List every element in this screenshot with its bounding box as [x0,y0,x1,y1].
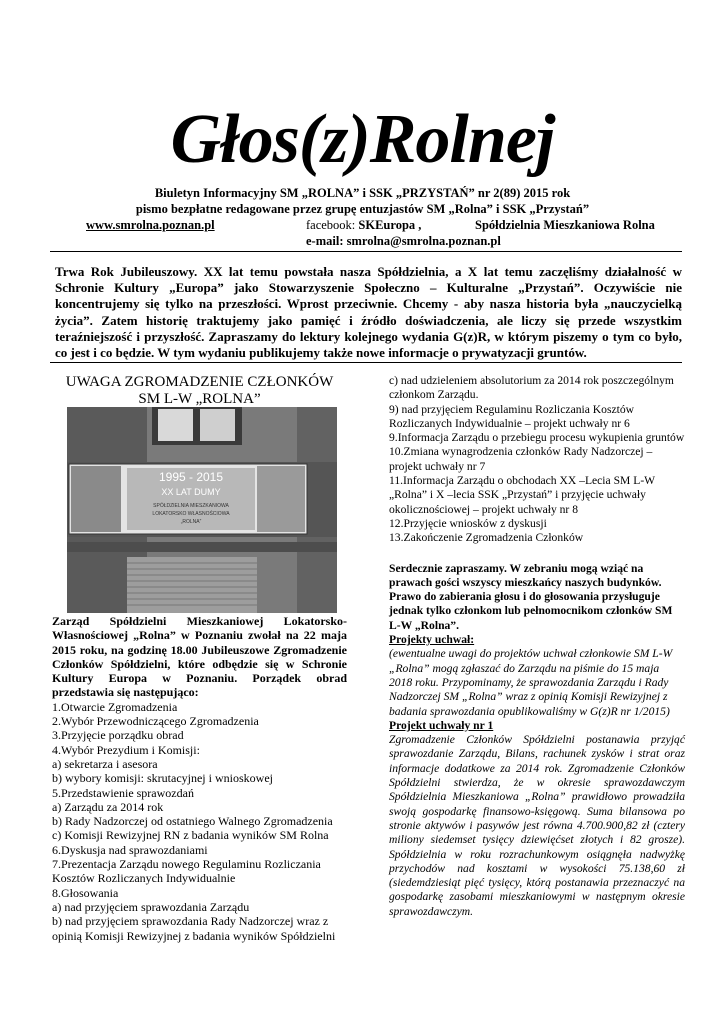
agenda-continued [389,374,685,546]
bulletin-info: Biuletyn Informacyjny SM „ROLNA” i SSK „PRZYSTAŃ” nr 2(89) 2015 rok [154,186,571,200]
banner-line-2: LOKATORSKO WŁASNOŚCIOWA [152,511,230,517]
agenda-item: 7.Prezentacja Zarządu nowego Regulaminu Rozliczania Kosztów Rozliczanych Indywidualnie [52,857,321,886]
agenda-item: b) Rady Nadzorczej od ostatniego Walnego Zgromadzenia [52,814,333,829]
agenda-item: 12.Przyjęcie wniosków z dyskusji [389,516,547,530]
agenda-item: 2.Wybór Przewodniczącego Zgromadzenia [52,714,259,729]
masthead [0,100,725,180]
banner-line-1: SPÓŁDZIELNIA MIESZKANIOWA [153,503,229,509]
agenda-item: 10.Zmiana wynagrodzenia członków Rady Nadzorczej – projekt uchwały nr 7 [389,445,653,473]
banner-years: 1995 - 2015 [158,470,224,484]
agenda-list [52,700,347,943]
facebook-link[interactable]: SKEuropa , [358,218,422,232]
agenda-item: 3.Przyjęcie porządku obrad [52,728,184,743]
facebook-info [306,218,421,233]
email-address[interactable]: e-mail: smrolna@smrolna.poznan.pl [306,234,501,248]
agenda-item: b) wybory komisji: skrutacyjnej i wnioskowej [52,771,273,786]
banner-line-3: „ROLNA” [180,519,202,525]
newsletter-title: Głos(z)Rolnej [170,101,555,178]
agenda-item: a) nad przyjęciem sprawozdania Zarządu [52,899,250,914]
article-heading [52,374,347,408]
banner-title: XX LAT DUMY [161,487,221,497]
invitation-text: Serdecznie zapraszamy. W zebraniu mogą wziąć na prawach gości wszyscy mieszkańcy naszych budynków. Prawo do zabierania głosu i do głosowania przysługuje jednak tylko członkom lub pełnomocnikom członków SM L-W „Rolna”. [389,561,673,632]
announcement-block [52,614,347,943]
projects-heading: Projekty uchwał: [389,633,475,647]
header-divider [50,251,682,252]
facebook-label: facebook: [306,218,356,232]
agenda-item: a) sekretarza i asesora [52,756,158,771]
announcement-text: Zarząd Spółdzielni Mieszkaniowej Lokatorsko-Własnościowej „Rolna” w Poznaniu zwołał na 22 maja 2015 roku, na godzinę 18.00 Jubileuszowe Zgromadzenie Członków Spółdzielni, które odbędzie się w Schronie Kultury Europa w Poznaniu. Porządek obrad przedstawia się następująco: [52,614,347,700]
website-link[interactable]: www.smrolna.poznan.pl [86,218,215,232]
agenda-item: a) Zarządu za 2014 rok [52,799,164,814]
projects-note: (ewentualne uwagi do projektów uchwał członkowie SM L-W „Rolna” mogą zgłaszać do Zarządu na piśmie do 15 maja 2018 roku. Przypominamy, że sprawozdania Zarządu i Rady Nadzorczej SM „Rolna” wraz z opinią Komisji Rewizyjnej z badania sprawozdania opublikowaliśmy w G(z)R nr 1/2015) [389,647,673,718]
agenda-item: 9) nad przyjęciem Regulaminu Rozliczania Kosztów Rozliczanych Indywidualnie – projekt uchwały nr 6 [389,402,634,430]
heading-line-2: SM L-W „ROLNA” [138,391,261,407]
left-column [52,374,347,408]
agenda-item: c) nad udzieleniem absolutorium za 2014 rok poszczególnym członkom Zarządu. [389,374,674,402]
agenda-item: 9.Informacja Zarządu o przebiegu procesu wykupienia gruntów [389,431,685,445]
agenda-item: 1.Otwarcie Zgromadzenia [52,699,178,714]
intro-paragraph: Trwa Rok Jubileuszowy. XX lat temu powstała nasza Spółdzielnia, a X lat temu zaczęliśmy działalność w Schronie Kultury „Europa” jako Stowarzyszenie Społeczno – Kulturalne „Przystań”. Oczywiście nie koncentrujemy się tylko na przeszłości. Wprost przeciwnie. Chcemy - aby nasza historia była „nauczycielką życia”. Zatem historię traktujemy jako pamięć i źródło doświadczenia, ale liczy się przede wszystkim teraźniejszość i przyszłość. Zapraszamy do lektury kolejnego wydania G(z)R, w którym piszemy o tym co było, co jest i co będzie. W tym wydaniu publikujemy także nowe informacje o prywatyzacji gruntów. [55,264,682,361]
right-column [389,374,685,919]
agenda-item: 5.Przedstawienie sprawozdań [52,785,194,800]
agenda-item: 13.Zakończenie Zgromadzenia Członków [389,531,584,545]
building-photo [67,407,337,613]
building-photo-drawing [67,407,337,613]
agenda-item: 8.Głosowania [52,885,119,900]
agenda-item: 11.Informacja Zarządu o obchodach XX –Lecia SM L-W „Rolna” i X –lecia SSK „Przystań” i przyjęcie uchwały okolicznościowej – projekt uchwały nr 8 [389,474,655,516]
project-1-text: Zgromadzenie Członków Spółdzielni postanawia przyjąć sprawozdanie Zarządu, Bilans, rachunek zysków i strat oraz informacje dodatkowe za 2014 rok. Zgromadzenie Członków Spółdzielni stwierdza, że w okresie sprawozdawczym Spółdzielnia Mieszkaniowa „Rolna” prawidłowo prowadziła swoją gospodarkę finansowo-księgową. Suma bilansowa po stronie aktywów i pasywów jest równa 4.700.900,82 zł (cztery miliony siedemset tysięcy dziewięćset złotych i 82 grosze). Spółdzielnia w roku rozrachunkowym osiągnęła nadwyżkę przychodów nad kosztami w wysokości 75.138,60 zł (siedemdziesiąt pięć tysięcy, którą postanawia przeznaczyć na gospodarkę zasobami mieszkaniowymi w następnym okresie sprawozdawczym. [389,733,685,918]
heading-line-1: UWAGA ZGROMADZENIE CZŁONKÓW [65,374,334,390]
intro-divider [50,362,682,363]
agenda-item: b) nad przyjęciem sprawozdania Rady Nadzorczej wraz z opinią Komisji Rewizyjnej z badania wyników Spółdzielni [52,914,336,943]
org-name: Spółdzielnia Mieszkaniowa Rolna [475,218,655,232]
agenda-item: c) Komisji Rewizyjnej RN z badania wyników SM Rolna [52,828,329,843]
publisher-info: pismo bezpłatne redagowane przez grupę entuzjastów SM „Rolna” i SSK „Przystań” [135,202,590,216]
project-1-heading: Projekt uchwały nr 1 [389,718,494,732]
agenda-item: 4.Wybór Prezydium i Komisji: [52,742,200,757]
agenda-item: 6.Dyskusja nad sprawozdaniami [52,842,208,857]
